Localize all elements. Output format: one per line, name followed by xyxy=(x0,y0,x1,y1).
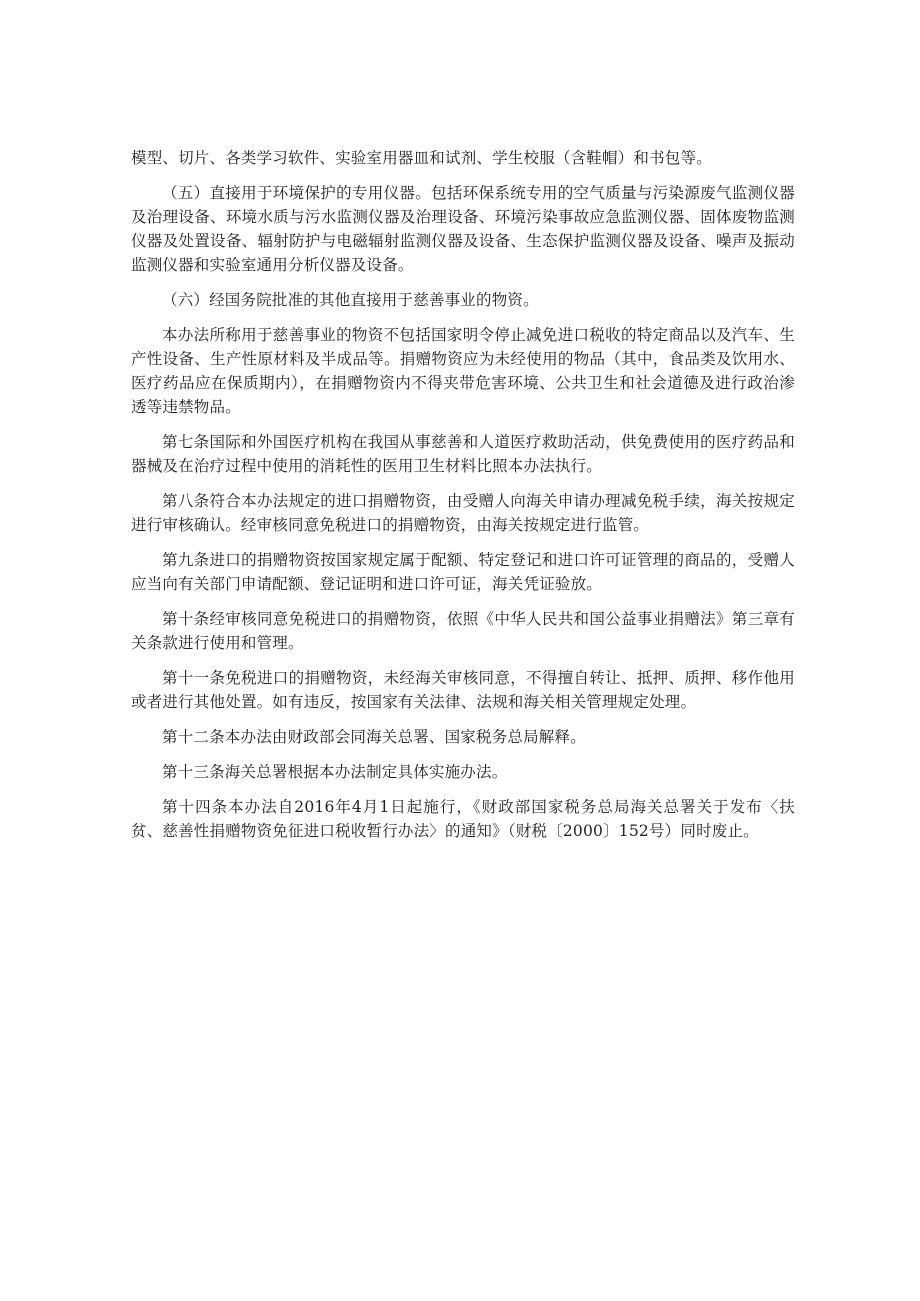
article-8: 第八条符合本办法规定的进口捐赠物资，由受赠人向海关申请办理减免税手续，海关按规定进行审核确认。经审核同意免税进口的捐赠物资，由海关按规定进行监管。 xyxy=(131,492,795,534)
article-11: 第十一条免税进口的捐赠物资，未经海关审核同意，不得擅自转让、抵押、质押、移作他用或者进行其他处置。如有违反，按国家有关法律、法规和海关相关管理规定处理。 xyxy=(131,669,795,711)
document-body xyxy=(131,146,795,854)
article-13: 第十三条海关总署根据本办法制定具体实施办法。 xyxy=(162,763,508,781)
paragraph-item-6: （六）经国务院批准的其他直接用于慈善事业的物资。 xyxy=(162,291,539,309)
article-10: 第十条经审核同意免税进口的捐赠物资，依照《中华人民共和国公益事业捐赠法》第三章有关条款进行使用和管理。 xyxy=(131,610,795,652)
paragraph-item-5: （五）直接用于环境保护的专用仪器。包括环保系统专用的空气质量与污染源废气监测仪器及治理设备、环境水质与污水监测仪器及治理设备、环境污染事故应急监测仪器、固体废物监测仪器及处置设备、辐射防护与电磁辐射监测仪器及设备、生态保护监测仪器及设备、噪声及振动监测仪器和实验室通用分析仪器及设备。 xyxy=(131,184,795,274)
paragraph-exclusions: 本办法所称用于慈善事业的物资不包括国家明令停止减免进口税收的特定商品以及汽车、生产性设备、生产性原材料及半成品等。捐赠物资应为未经使用的物品（其中，食品类及饮用水、医疗药品应在保质期内），在捐赠物资内不得夹带危害环境、公共卫生和社会道德及进行政治渗透等违禁物品。 xyxy=(131,326,795,416)
article-14: 第十四条本办法自2016年4月1日起施行，《财政部国家税务总局海关总署关于发布〈扶贫、慈善性捐赠物资免征进口税收暂行办法〉的通知》（财税〔2000〕152号）同时废止。 xyxy=(131,798,795,840)
article-12: 第十二条本办法由财政部会同海关总署、国家税务总局解释。 xyxy=(162,728,586,746)
paragraph-continuation: 模型、切片、各类学习软件、实验室用器皿和试剂、学生校服（含鞋帽）和书包等。 xyxy=(131,149,712,167)
article-9: 第九条进口的捐赠物资按国家规定属于配额、特定登记和进口许可证管理的商品的，受赠人应当向有关部门申请配额、登记证明和进口许可证，海关凭证验放。 xyxy=(131,551,795,593)
article-7: 第七条国际和外国医疗机构在我国从事慈善和人道医疗救助活动，供免费使用的医疗药品和器械及在治疗过程中使用的消耗性的医用卫生材料比照本办法执行。 xyxy=(131,433,795,475)
